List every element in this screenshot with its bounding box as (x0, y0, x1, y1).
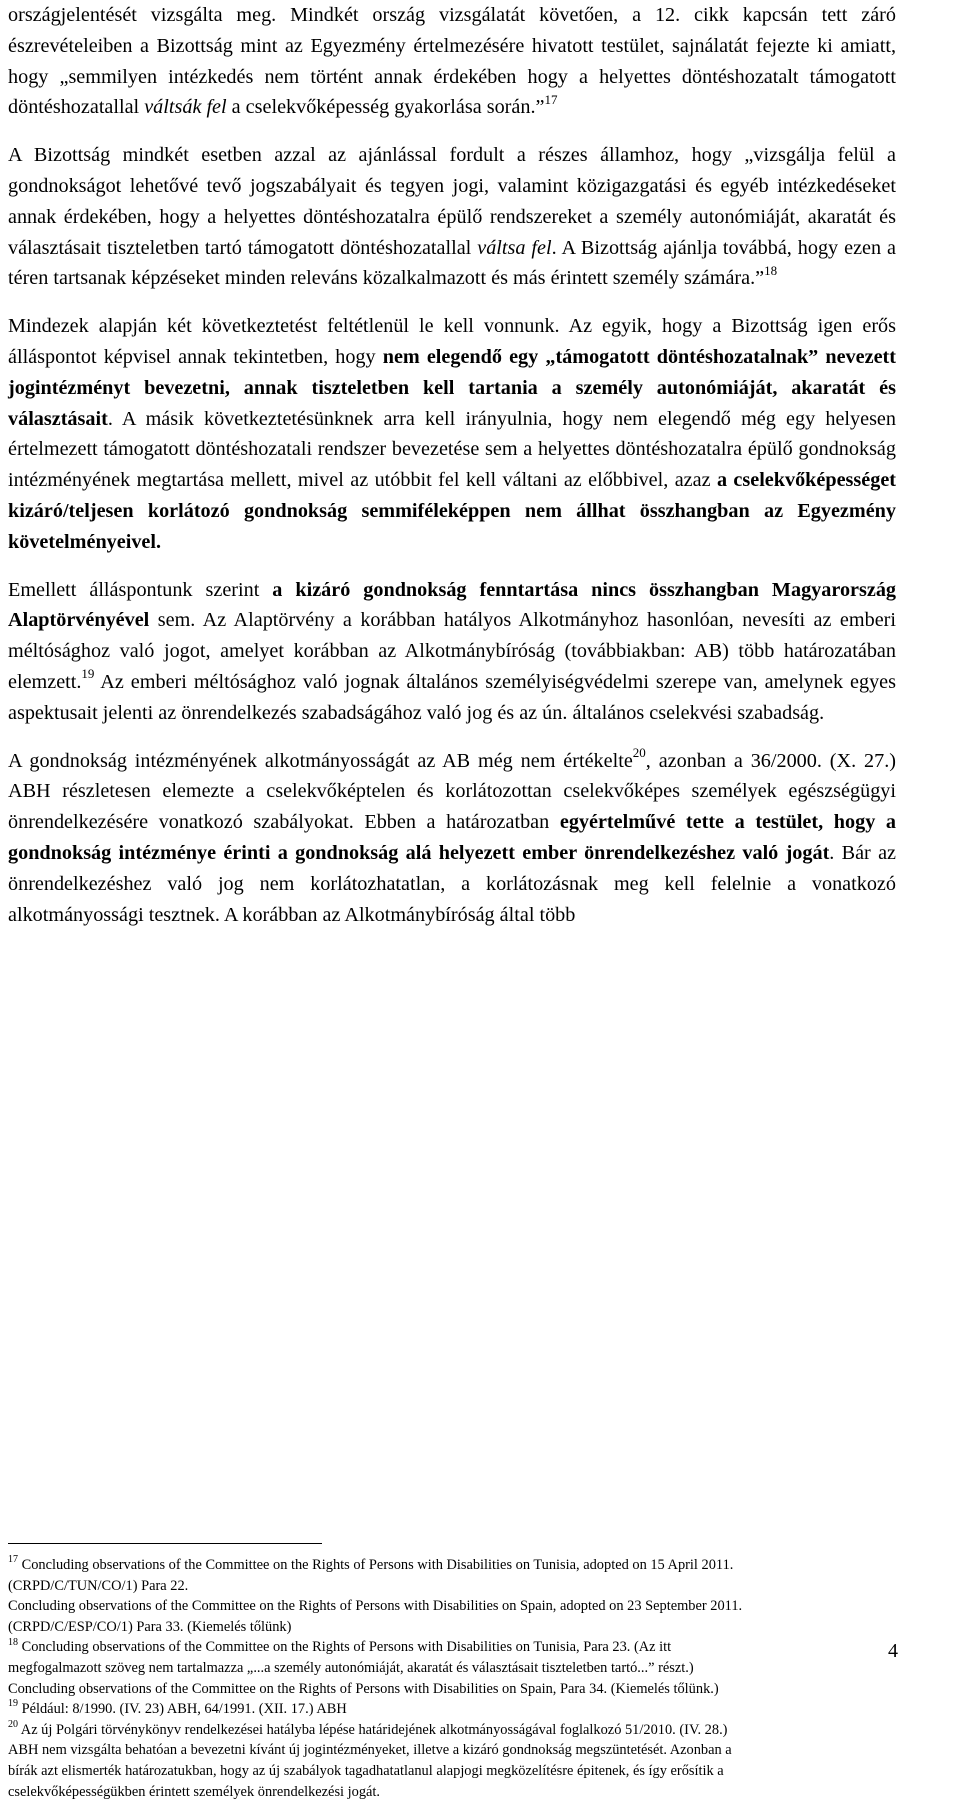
paragraph-1-italic: váltsák fel (144, 96, 227, 119)
footnote-20-line (8, 1761, 896, 1782)
paragraph-4-text-3: Az emberi méltósághoz való jognak általános személyiségvédelmi szerepe van, amelynek egyes aspektusait jelenti az önrendelkezés szabadságához való jog és az ún. általános cselekvési szabadság. (8, 670, 896, 724)
footnotes (8, 1555, 896, 1802)
paragraph-5-text: A gondnokság intézményének alkotmányosságát az AB még nem értékelte (8, 749, 633, 772)
paragraph-5 (8, 746, 896, 931)
footnote-20 (8, 1720, 896, 1741)
paragraph-1 (8, 0, 896, 123)
footnote-20-line-3: bírák azt elismerték határozatukban, hogy az új szabályok tagadhatatlanul alapjogi megközelítésre épitenek, és így erősítik a (8, 1762, 724, 1779)
footnote-ref-20[interactable]: 20 (632, 744, 646, 760)
footnote-18-line-3: Concluding observations of the Committee on the Rights of Persons with Disabilities on Spain, Para 34. (Kiemelés tőlünk.) (8, 1680, 719, 1697)
paragraph-gap (8, 294, 896, 311)
paragraph-4-text: Emellett álláspontunk szerint (8, 578, 273, 601)
paragraph-2-text: A Bizottság mindkét esetben azzal az ajánlással fordult a részes államhoz, hogy „vizsgálja felül a gondnokságot lehetővé tevő jogszabályait és tegyen jogi, valamint közigazgatási és egyéb intézkedéseket annak érdekében, hogy a helyettes döntéshozatalra épülő rendszereket a személy autonómiáját, akaratát és választásait tiszteletben tartó támogatott döntéshozatallal (8, 144, 896, 259)
paragraph-5-text-3: . Bár az önrendelkezéshez való jog nem korlátozhatatlan, a korlátozásnak meg kell felelnie a vonatkozó alkotmányossági tesztnek. A korábban az Alkotmánybíróság által több (8, 841, 896, 926)
paragraph-2-italic: váltsa fel (477, 236, 552, 259)
footnote-19 (8, 1699, 896, 1720)
document-body (8, 0, 896, 930)
footnote-17-line-3: Concluding observations of the Committee on the Rights of Persons with Disabilities on Spain, adopted on 23 September 2011. (8, 1598, 743, 1615)
paragraph-4 (8, 575, 896, 729)
footnote-19-text: Például: 8/1990. (IV. 23) ABH, 64/1991. (XII. 17.) ABH (18, 1701, 347, 1718)
page-number: 4 (888, 1640, 898, 1662)
paragraph-3-bold-2: a cselekvőképességet kizáró/teljesen korlátozó gondnokság semmiféleképpen nem állhat összhangban az Egyezmény követelményeivel. (8, 469, 897, 553)
footnote-17-line-2: (CRPD/C/TUN/CO/1) Para 22. (8, 1577, 189, 1594)
footnote-number-20: 20 (8, 1718, 18, 1730)
footnote-17 (8, 1555, 896, 1576)
paragraph-2 (8, 140, 896, 294)
footnote-17-line-1: Concluding observations of the Committee on the Rights of Persons with Disabilities on Tunisia, adopted on 15 April 2011. (18, 1557, 734, 1573)
paragraph-4-text-2: sem. Az Alaptörvény a korábban hatályos Alkotmányhoz hasonlóan, nevesíti az emberi méltósághoz való jogot, amelyet korábban az Alkotmánybíróság (továbbiakban: AB) több határozatában elemzett. (8, 609, 896, 693)
paragraph-3-bold-1: nem elegendő egy „támogatott döntéshozatalnak” nevezett jogintézményt bevezetni, annak tiszteletben kell tartania a személy autonómiáját, akaratát és választásait (8, 345, 896, 430)
footnote-20-line (8, 1740, 896, 1761)
footnote-number-19: 19 (8, 1698, 18, 1710)
paragraph-3-text-2: . A másik következtetésünknek arra kell irányulnia, hogy nem elegendő még egy helyesen értelmezett támogatott döntéshozatali rendszer bevezetése sem a helyettes döntéshozatalra épülő gondnokság intézményének megtartása mellett, mivel az utóbbit fel kell váltani az előbbivel, azaz (8, 407, 896, 492)
paragraph-4-bold: a kizáró gondnokság fenntartása nincs összhangban Magyarország Alaptörvényével (8, 578, 897, 632)
footnote-17-line (8, 1596, 896, 1617)
footnote-ref-17[interactable]: 17 (544, 91, 558, 107)
footnote-17-line (8, 1576, 896, 1597)
footnote-separator (8, 1543, 322, 1544)
footnote-20-line-1: Az új Polgári törvénykönyv rendelkezései hatályba lépése határidejének alkotmányosságával foglalkozó 51/2010. (IV. 28.) (18, 1721, 728, 1738)
footnote-20-line (8, 1782, 896, 1802)
paragraph-3-text: Mindezek alapján két következtetést feltétlenül le kell vonnunk. Az egyik, hogy a Bizottság igen erős álláspontot képvisel annak tekintetben, hogy (8, 315, 896, 368)
footnote-17-line (8, 1617, 896, 1638)
footnote-18-line (8, 1679, 896, 1700)
footnote-18 (8, 1637, 896, 1658)
paragraph-gap (8, 123, 896, 140)
paragraph-5-text-2: , azonban a 36/2000. (X. 27.) ABH részletesen elemezte a cselekvőképtelen és korlátozottan cselekvőképes személyek egészségügyi önrendelkezésére vonatkozó szabályokat. Ebben a határozatban (8, 749, 896, 834)
paragraph-5-bold: egyértelművé tette a testület, hogy a gondnokság intézménye érinti a gondnokság alá helyezett ember önrendelkezéshez való jogát (8, 811, 896, 864)
footnote-18-line (8, 1658, 896, 1679)
footnote-18-line-2: megfogalmazott szöveg nem tartalmazza „...a személy autonómiáját, akaratát és választásait tiszteletben tartó...” részt.) (8, 1659, 694, 1676)
paragraph-3 (8, 311, 896, 557)
footnote-17-line-4: (CRPD/C/ESP/CO/1) Para 33. (Kiemelés tőlünk) (8, 1618, 292, 1635)
paragraph-2-text-end: . A Bizottság ajánlja továbbá, hogy ezen a téren tartsanak képzéseket minden releváns közalkalmazott és más érintett személy számára.” (8, 236, 896, 290)
footnote-number-18: 18 (8, 1636, 18, 1648)
footnote-number-17: 17 (8, 1554, 18, 1566)
paragraph-1-text: országjelentését vizsgálta meg. Mindkét ország vizsgálatát követően, a 12. cikk kapcsán tett záró észrevételeiben a Bizottság mint az Egyezmény értelmezésére hivatott testület, sajnálatát fejezte ki amiatt, hogy „semmilyen intézkedés nem történt annak érdekében hogy a helyettes döntéshozatalt támogatott döntéshozatallal (8, 4, 896, 119)
footnote-ref-18[interactable]: 18 (764, 262, 778, 278)
footnote-20-line-4: cselekvőképességükben érintett személyek önrendelkezési jogát. (8, 1783, 381, 1800)
paragraph-gap (8, 558, 896, 575)
paragraph-gap (8, 729, 896, 746)
footnote-20-line-2: ABH nem vizsgálta behatóan a bevezetni kívánt új jogintézményeket, illetve a kizáró gondnokság megszüntetését. Azonban a (8, 1742, 732, 1759)
footnote-18-line-1: Concluding observations of the Committee on the Rights of Persons with Disabilities on Tunisia, Para 23. (Az itt (18, 1639, 672, 1656)
footnote-ref-19[interactable]: 19 (81, 666, 95, 682)
paragraph-1-text-end: a cselekvőképesség gyakorlása során.” (226, 96, 545, 119)
